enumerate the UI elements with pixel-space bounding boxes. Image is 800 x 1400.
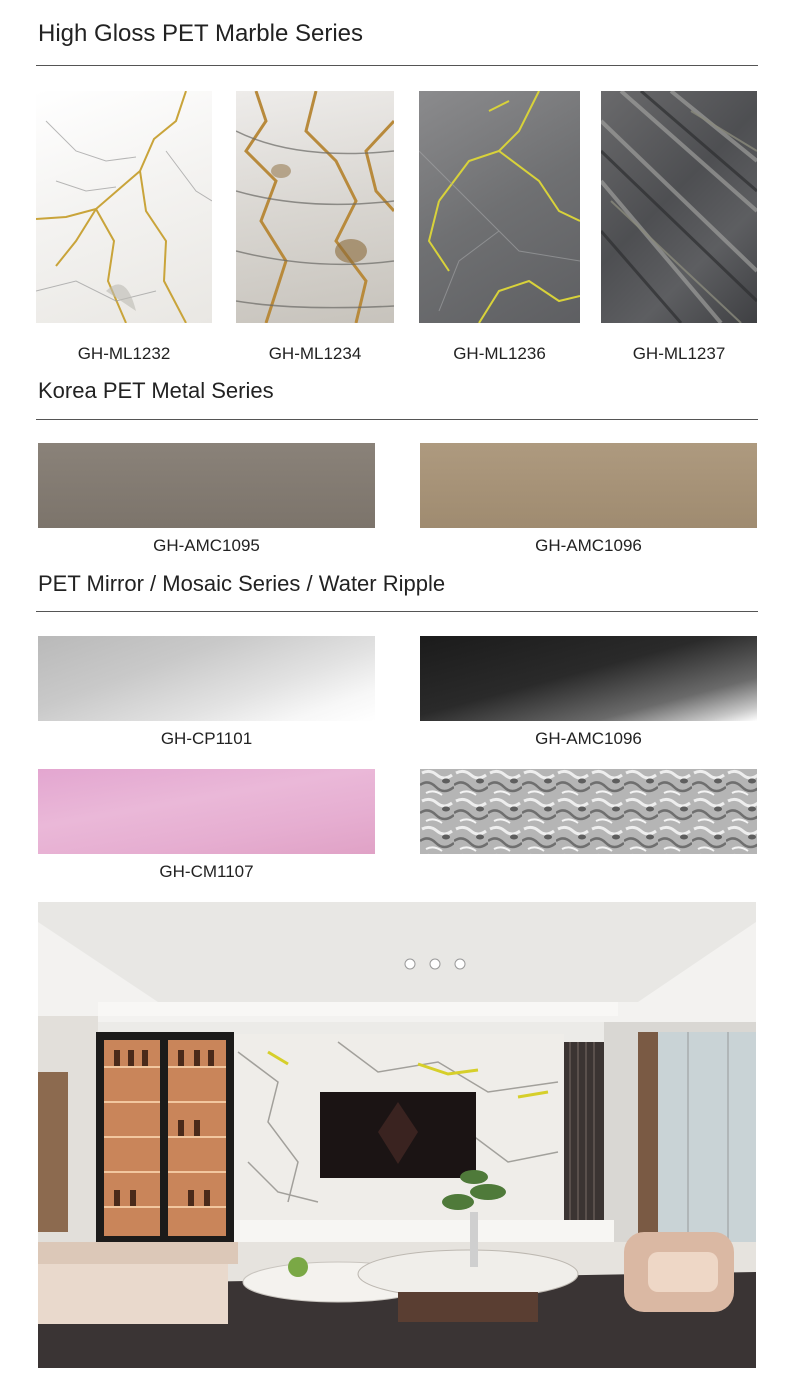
swatch-code: GH-ML1232: [77, 344, 171, 363]
metal-series-title: Korea PET Metal Series: [38, 378, 274, 403]
marble-series-title: High Gloss PET Marble Series: [38, 20, 364, 47]
marble-swatch-ml1236: [419, 91, 580, 323]
section-divider: [36, 65, 758, 66]
marble-swatch-ml1232: [36, 91, 212, 323]
swatch-code: GH-ML1237: [632, 344, 726, 363]
swatch-code: GH-AMC1095: [153, 536, 260, 555]
metal-swatch-amc1095: [38, 443, 375, 528]
swatch-code: GH-CM1107: [159, 862, 254, 881]
swatch-code: GH-ML1234: [268, 344, 362, 363]
swatch-code: GH-AMC1096: [535, 729, 642, 748]
section-divider: [36, 419, 758, 420]
swatch-code: GH-ML1236: [453, 344, 546, 363]
swatch-code: GH-AMC1096: [535, 536, 642, 555]
mosaic-swatch-cm1107: [38, 769, 375, 854]
marble-swatch-ml1237: [601, 91, 757, 323]
mirror-swatch-amc1096: [420, 636, 757, 721]
metal-swatch-amc1096: [420, 443, 757, 528]
section-divider: [36, 611, 758, 612]
marble-swatch-ml1234: [236, 91, 394, 323]
swatch-code: GH-CP1101: [160, 729, 253, 748]
mirror-swatch-cp1101: [38, 636, 375, 721]
interior-room-image: [38, 902, 756, 1368]
mirror-series-title: PET Mirror / Mosaic Series / Water Ripple: [38, 571, 446, 596]
water-ripple-swatch: [420, 769, 757, 854]
